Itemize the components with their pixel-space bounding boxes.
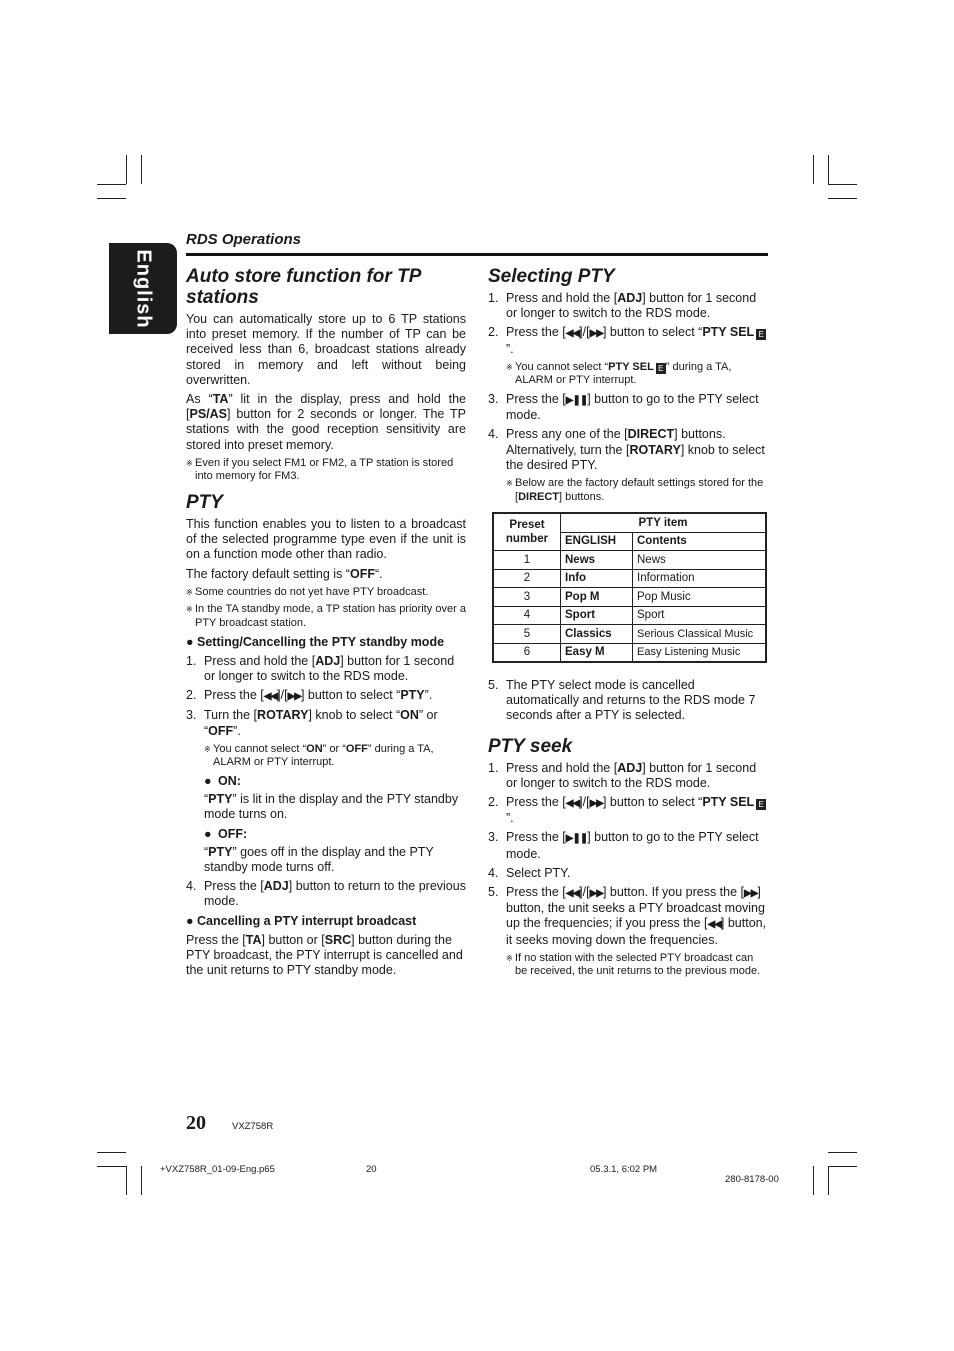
next-icon: ▶▶ — [744, 888, 758, 900]
right-column-bottom — [488, 678, 768, 983]
off-label: ● OFF: — [204, 827, 466, 842]
selecting-step-4-note: ※ Below are the factory default settings stored for the [DIRECT] buttons. — [506, 477, 768, 504]
pty-paragraph: This function enables you to listen to a broadcast of the selected programme type even if the unit is on a function mode other than radio. — [186, 517, 466, 562]
section-title: RDS Operations — [186, 231, 302, 248]
section-rule — [186, 253, 768, 256]
standby-steps — [186, 654, 466, 739]
off-description: “PTY” goes off in the display and the PTY standby mode turns off. — [204, 844, 434, 875]
crop-mark — [97, 184, 126, 185]
on-description: “PTY” is lit in the display and the PTY standby mode turns on. — [204, 792, 459, 822]
crop-mark — [141, 1166, 142, 1195]
auto-store-note: ※ Even if you select FM1 or FM2, a TP station is stored into memory for FM3. — [186, 457, 466, 484]
table-header-english: ENGLISH — [561, 532, 633, 551]
pty-default-setting: The factory default setting is “OFF“. — [186, 566, 383, 581]
table-row: 3 Pop M Pop Music — [493, 588, 766, 607]
on-label: ● ON: — [204, 774, 466, 789]
model-name: VXZ758R — [232, 1121, 274, 1132]
crop-mark — [813, 155, 814, 184]
standby-step-2: 2. Press the [◀◀]/[▶▶] button to select “PTY”. — [186, 688, 433, 703]
play-pause-icon: ▶❚❚ — [565, 833, 588, 845]
pty-note-1: ※ Some countries do not yet have PTY broadcast. — [186, 586, 466, 600]
table-row: 4 Sport Sport — [493, 606, 766, 625]
crop-mark — [97, 198, 126, 199]
table-row: 1 News News — [493, 551, 766, 570]
selecting-step-5: 5. The PTY select mode is cancelled automatically and returns to the RDS mode 7 seconds after a PTY is selected. — [488, 678, 756, 723]
standby-step-1: 1. Press and hold the [ADJ] button for 1 second or longer to switch to the RDS mode. — [186, 653, 455, 684]
selecting-steps — [488, 291, 768, 357]
crop-mark — [126, 155, 127, 184]
crop-mark — [828, 1166, 829, 1195]
crop-mark — [828, 155, 829, 184]
auto-store-title: Auto store function for TP stations — [186, 266, 421, 308]
selecting-step-3: 3. Press the [▶❚❚] button to go to the PTY select mode. — [488, 392, 759, 423]
standby-step-3-note: ※ You cannot select “ON” or “OFF” during a TA, ALARM or PTY interrupt. — [204, 743, 466, 770]
selecting-step-4: 4. Press any one of the [DIRECT] buttons. Alternatively, turn the [ROTARY] knob to select the desired PTY. — [488, 427, 765, 472]
pty-table — [492, 512, 767, 663]
crop-mark — [126, 1166, 127, 1195]
prev-icon: ◀◀ — [565, 328, 580, 340]
play-pause-icon: ▶❚❚ — [565, 395, 588, 406]
prev-icon: ◀◀ — [565, 888, 580, 900]
standby-heading: ● Setting/Cancelling the PTY standby mode — [186, 635, 466, 650]
seek-step-2: 2. Press the [◀◀]/[▶▶] button to select “PTY SEL E”. — [488, 795, 768, 826]
pty-title: PTY — [186, 492, 223, 514]
next-icon: ▶▶ — [589, 798, 603, 810]
prev-icon: ◀◀ — [263, 691, 278, 703]
table-header-preset: Preset number — [493, 513, 561, 551]
pty-seek-title: PTY seek — [488, 735, 573, 757]
seek-step-1: 1. Press and hold the [ADJ] button for 1 second or longer to switch to the RDS mode. — [488, 760, 757, 790]
seek-step-5-note: ※ If no station with the selected PTY broadcast can be received, the unit returns to the previous mode. — [506, 952, 768, 979]
table-header-contents: Contents — [633, 532, 767, 551]
crop-mark — [828, 184, 857, 185]
table-header-item: PTY item — [561, 513, 767, 532]
page-number: 20 — [186, 1112, 206, 1134]
standby-step-3-details — [186, 743, 466, 875]
crop-mark — [828, 1166, 857, 1167]
crop-mark — [97, 1152, 126, 1153]
table-row: 6 Easy M Easy Listening Music — [493, 643, 766, 662]
sel-e-icon: E — [756, 799, 766, 810]
selecting-step-2: 2. Press the [◀◀]/[▶▶] button to select “PTY SEL E”. — [488, 325, 768, 356]
auto-store-paragraph-1: You can automatically store up to 6 TP stations into preset memory. If the number of TP can be received less than 6, broadcast stations already stored in memory and left without being overwritten. — [186, 312, 466, 387]
table-row: 5 Classics Serious Classical Music — [493, 625, 766, 644]
next-icon: ▶▶ — [589, 328, 603, 340]
standby-step-4: 4. Press the [ADJ] button to return to the previous mode. — [186, 879, 466, 909]
footer-number: 20 — [366, 1164, 377, 1175]
sel-e-icon: E — [756, 329, 766, 340]
sel-e-icon: E — [656, 363, 666, 374]
language-tab — [109, 243, 177, 334]
prev-icon: ◀◀ — [707, 919, 721, 931]
seek-step-4: 4. Select PTY. — [488, 865, 571, 880]
crop-mark — [828, 1152, 857, 1153]
seek-step-3: 3. Press the [▶❚❚] button to go to the PTY select mode. — [488, 830, 759, 861]
prev-icon: ◀◀ — [565, 798, 580, 810]
right-column-top — [488, 266, 768, 508]
footer-file: +VXZ758R_01-09-Eng.p65 — [160, 1164, 275, 1175]
crop-mark — [97, 1166, 126, 1167]
pty-note-2: ※ In the TA standby mode, a TP station has priority over a PTY broadcast station. — [186, 603, 466, 630]
footer-date: 05.3.1, 6:02 PM — [590, 1164, 658, 1175]
crop-mark — [813, 1166, 814, 1195]
footer-code: 280-8178-00 — [725, 1174, 779, 1185]
table-row: 2 Info Information — [493, 569, 766, 588]
selecting-step-2-note: ※ You cannot select “PTY SEL E ” during a TA, ALARM or PTY interrupt. — [506, 361, 768, 388]
selecting-pty-title: Selecting PTY — [488, 266, 615, 287]
next-icon: ▶▶ — [287, 691, 301, 703]
standby-steps-cont — [186, 879, 466, 909]
seek-step-5: 5. Press the [◀◀]/[▶▶] button. If you press the [▶▶] button, the unit seeks a PTY broadcast moving up the frequencies; if you press the [◀◀] button, it seeks moving down the frequencies. — [488, 885, 767, 947]
left-column — [186, 266, 466, 982]
selecting-step-1: 1. Press and hold the [ADJ] button for 1 second or longer to switch to the RDS mode. — [488, 291, 757, 321]
next-icon: ▶▶ — [589, 888, 603, 900]
seek-steps — [488, 761, 768, 948]
language-tab-label: English — [132, 248, 155, 329]
crop-mark — [141, 155, 142, 184]
cancel-heading: ● Cancelling a PTY interrupt broadcast — [186, 914, 466, 929]
cancel-paragraph: Press the [TA] button or [SRC] button during the PTY broadcast, the PTY interrupt is cancelled and the unit returns to PTY standby mode. — [186, 932, 463, 978]
crop-mark — [828, 198, 857, 199]
standby-step-3: 3. Turn the [ROTARY] knob to select “ON” or “OFF”. — [186, 708, 438, 738]
auto-store-paragraph-2: As “TA” lit in the display, press and hold the [PS/AS] button for 2 seconds or longer. The TP stations with the good reception sensitivity are stored into preset memory. — [186, 392, 467, 452]
